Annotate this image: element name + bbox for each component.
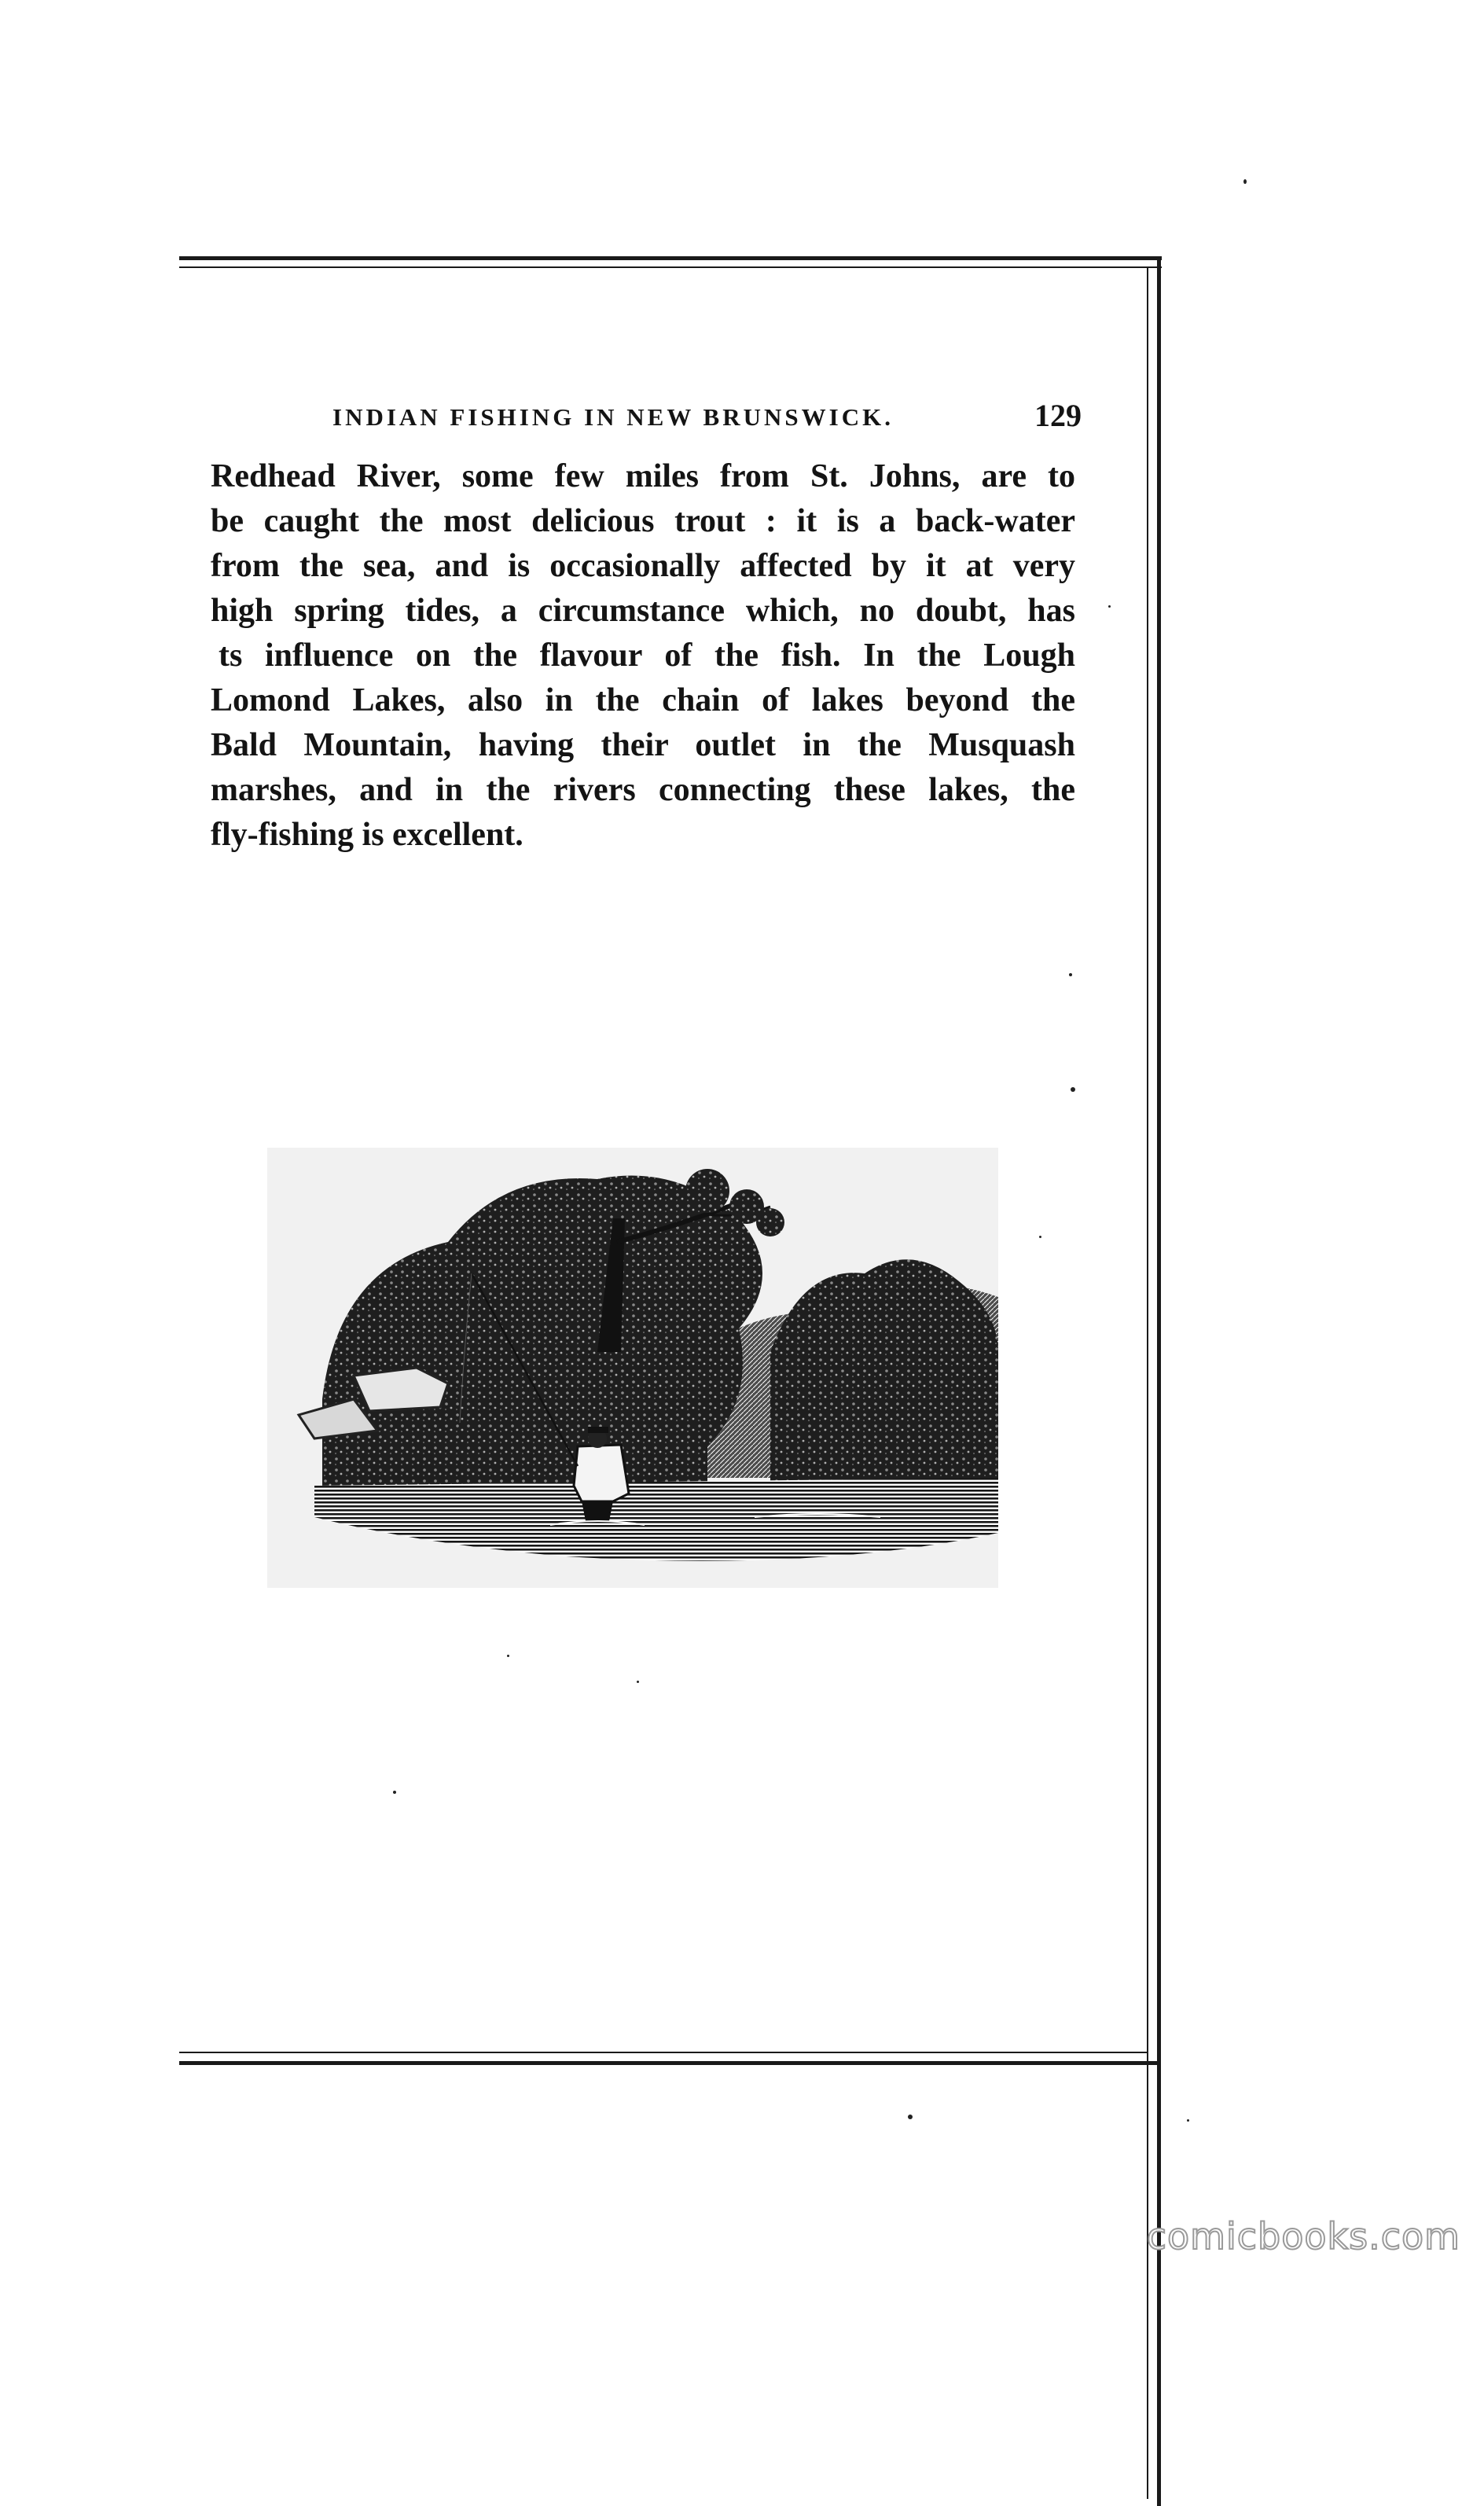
print-speck (1243, 179, 1247, 184)
body-line: Bald Mountain, having their outlet in the Musquash (211, 727, 1075, 763)
print-speck (908, 2115, 913, 2119)
print-speck (393, 1791, 396, 1794)
body-line: from the sea, and is occasionally affected by it at very (211, 548, 1075, 584)
print-speck (1187, 2119, 1189, 2122)
print-speck (507, 1655, 509, 1657)
print-speck (637, 1681, 639, 1683)
top-rule-thin (179, 266, 1162, 268)
print-speck (1071, 1087, 1075, 1092)
right-rule-thin (1147, 266, 1148, 2499)
right-rule-thick (1157, 256, 1161, 2506)
page-number: 129 (1034, 398, 1082, 433)
engraving-illustration (267, 1148, 998, 1588)
running-head-title: INDIAN FISHING IN NEW BRUNSWICK. (332, 403, 894, 431)
print-speck (1039, 1236, 1041, 1238)
bottom-rule-thick (179, 2061, 1161, 2065)
body-line: marshes, and in the rivers connecting these lakes, the (211, 772, 1075, 808)
print-speck (1108, 605, 1111, 608)
watermark: comicbooks.com (1146, 2215, 1460, 2258)
body-paragraph (211, 454, 1075, 858)
running-head (211, 397, 1082, 444)
body-line: Redhead River, some few miles from St. Johns, are to (211, 458, 1075, 494)
top-rule-thick (179, 256, 1162, 260)
body-line: Lomond Lakes, also in the chain of lakes beyond the (211, 682, 1075, 718)
print-speck (1069, 973, 1072, 976)
body-line: fly-fishing is excellent. (211, 817, 523, 853)
body-line: ts influence on the flavour of the fish. In the Lough (219, 638, 1075, 674)
body-line: be caught the most delicious trout : it is a back-water (211, 503, 1075, 539)
body-line: high spring tides, a circumstance which, no doubt, has (211, 593, 1075, 629)
bottom-rule-thin (179, 2052, 1148, 2053)
